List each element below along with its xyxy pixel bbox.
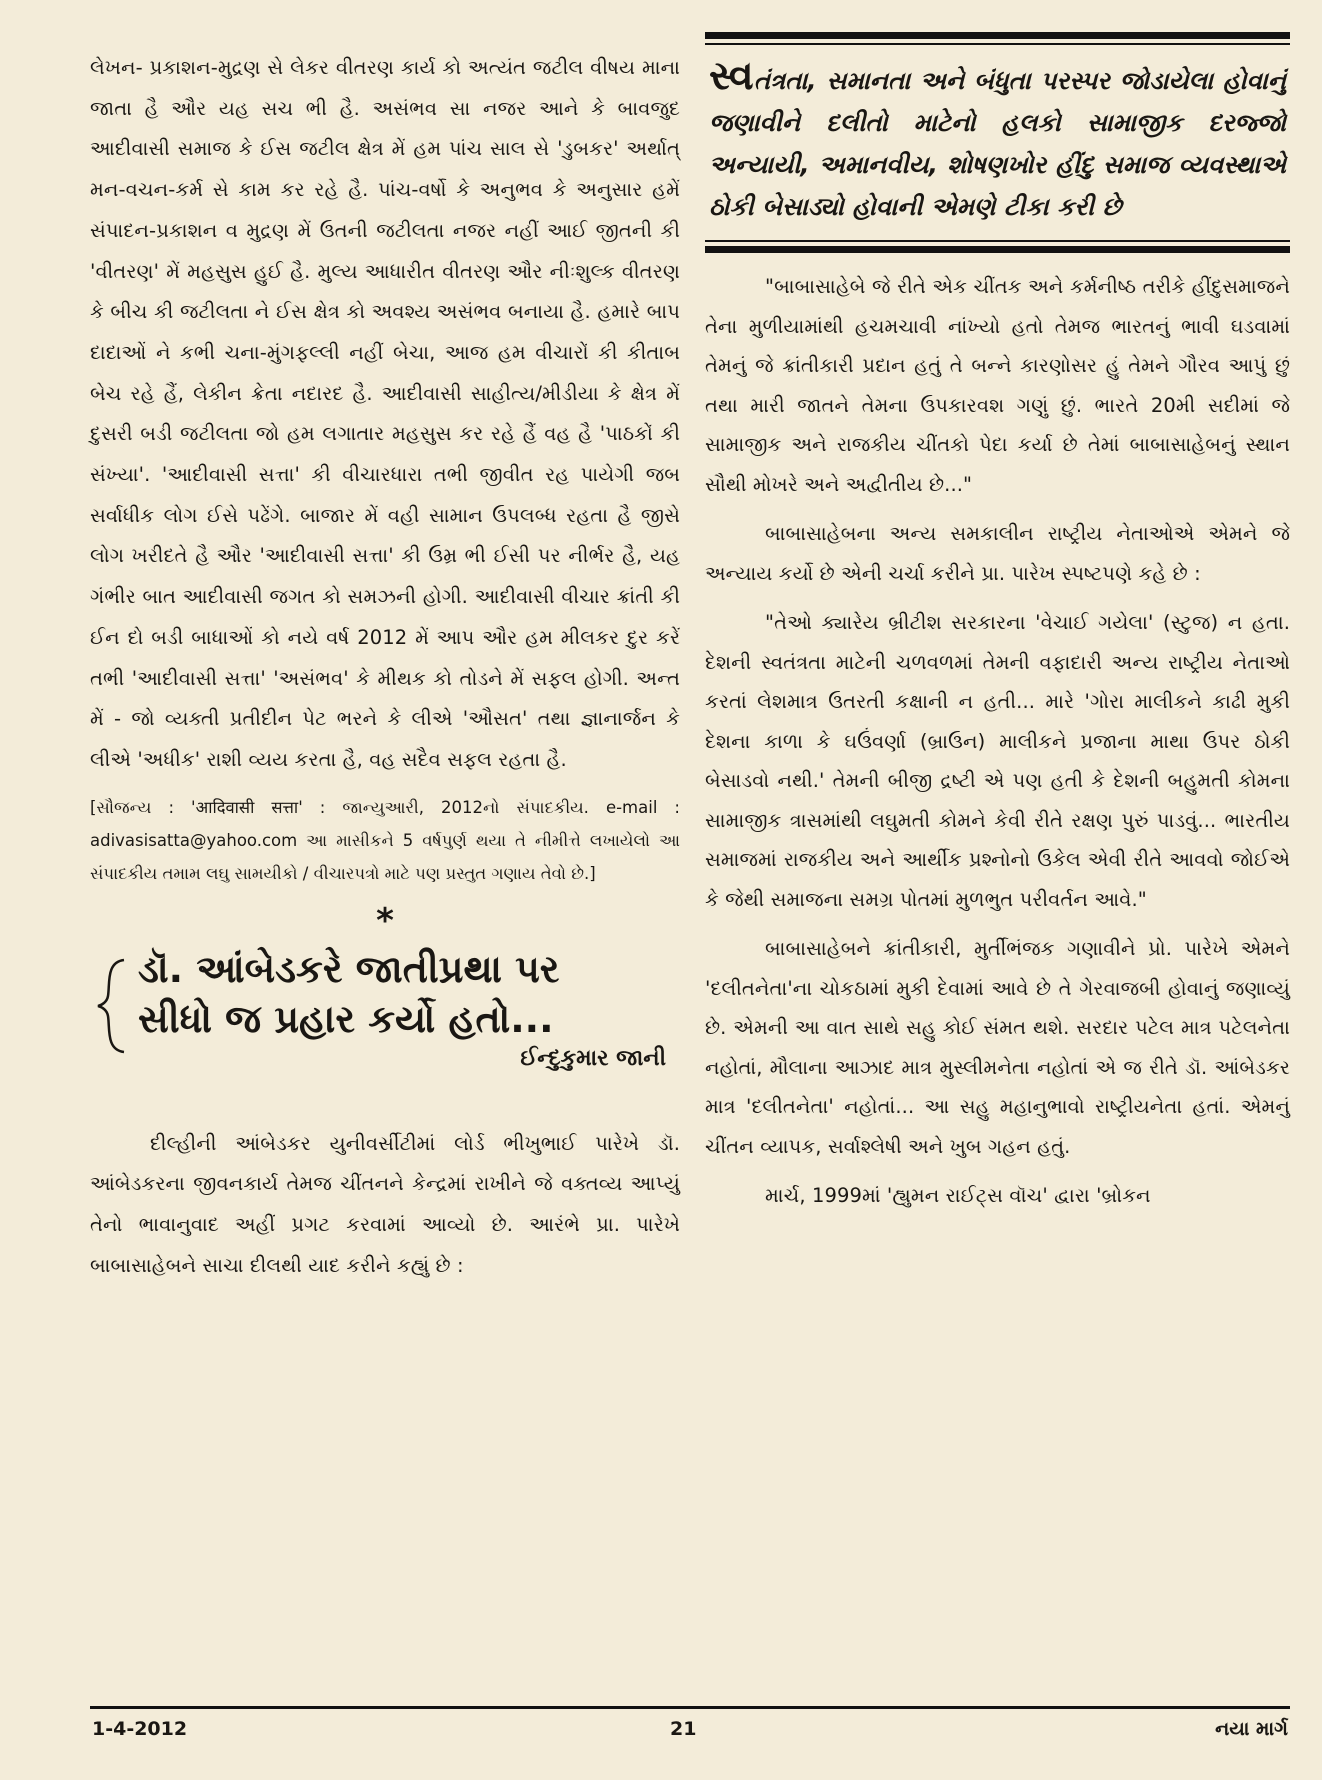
intro-paragraph: દીલ્હીની આંબેડકર યુનીવર્સીટીમાં લોર્ડ ભીખુભાઈ પારેખે ડૉ. આંબેડકરના જીવનકાર્ય તેમજ ચીંતનને કેન્દ્રમાં રાખીને જે વક્તવ્ય આપ્યું તેનો ભાવાનુવાદ અહીં પ્રગટ કરવામાં આવ્યો છે. આરંભે પ્રા. પારેખે બાબાસાહેબને સાચા દીલથી યાદ કરીને કહ્યું છે : [90,1131,680,1277]
right-column [705,32,1290,1216]
brace-ornament-icon [94,956,130,1056]
article-headline-line2: સીધો જ પ્રહાર કર્યો હતો... [138,996,554,1041]
source-credit: [સૌજન્ય : 'आदिवासी सत्ता' : જાન્યુઆરી, 2012નો સંપાદકીય. e-mail : adivasisatta@yahoo.com આ માસીકને 5 વર્ષપુર્ણ થયા તે નીમીત્તે લખાયેલો આ સંપાદકીય તમામ લઘુ સામયીકો / વીચારપત્રો માટે પણ પ્રસ્તુત ગણાય તેવો છે.] [90,797,680,883]
article-header [90,944,680,1094]
author-byline: ઈન્દુકુમાર જાની [520,1045,666,1071]
page-number: 21 [670,1718,697,1740]
footer-rule [90,1706,1290,1709]
pull-quote-drop-cap: સ્વ [709,53,754,99]
body-paragraph-5: માર્ચ, 1999માં 'હ્યુમન રાઈટ્સ વૉચ' દ્વારા 'બ્રોકન [765,1184,1151,1207]
left-column [90,48,680,1286]
quote-paragraph-3: "તેઓ ક્યારેય બ્રીટીશ સરકારના 'વેચાઈ ગયેલા' (સ્ટુજ) ન હતા. દેશની સ્વતંત્રતા માટેની ચળવળમાં તેમની વફાદારી અન્ય રાષ્ટ્રીય નેતાઓ કરતાં લેશમાત્ર ઉતરતી કક્ષાની ન હતી... મારે 'ગોરા માલીકને કાઢી મુકી દેશના કાળા કે ઘઉંવર્ણા (બ્રાઉન) માલીકને પ્રજાના માથા ઉપર ઠોકી બેસાડવો નથી.' તેમની બીજી દ્રષ્ટી એ પણ હતી કે દેશની બહુમતી કોમના સામાજીક ત્રાસમાંથી લઘુમતી કોમને કેવી રીતે રક્ષણ પુરું પાડવું... ભારતીય સમાજમાં રાજકીય અને આર્થીક પ્રશ્નોનો ઉકેલ એવી રીતે આવવો જોઈએ કે જેથી સમાજના સમગ્ર પોતમાં મુળભુત પરીવર્તન આવે." [705,611,1290,911]
article-headline-line1: ડૉ. આંબેડકરે જાતીપ્રથા પર [138,946,560,991]
footer-date: 1-4-2012 [92,1718,188,1740]
pull-quote-text [705,55,1290,228]
body-paragraph-4: બાબાસાહેબને ક્રાંતીકારી, મુર્તીભંજક ગણાવીને પ્રો. પારેખે એમને 'દલીતનેતા'ના ચોકઠામાં મુકી દેવામાં આવે છે તે ગેરવાજબી હોવાનું જણાવ્યું છે. એમની આ વાત સાથે સહુ કોઈ સંમત થશે. સરદાર પટેલ માત્ર પટેલનેતા નહોતાં, મૌલાના આઝાદ માત્ર મુસ્લીમનેતા નહોતાં એ જ રીતે ડૉ. આંબેડકર માત્ર 'દલીતનેતા' નહોતાં... આ સહુ મહાનુભાવો રાષ્ટ્રીયનેતા હતાં. એમનું ચીંતન વ્યાપક, સર્વાશ્લેષી અને ખુબ ગહન હતું. [705,937,1290,1158]
editorial-paragraph: લેખન- પ્રકાશન-મુદ્રણ સે લેકર વીતરણ કાર્ય કો અત્યંત જટીલ વીષય માના જાતા હૈ ઔર યહ સચ ભી હૈ. અસંભવ સા નજર આને કે બાવજુદ આદીવાસી સમાજ કે ઈસ જટીલ ક્ષેત્ર મેં હમ પાંચ સાલ સે 'ડુબકર' અર્થાત્ મન-વચન-કર્મ સે કામ કર રહે હૈ. પાંચ-વર્ષો કે અનુભવ કે અનુસાર હમેં સંપાદન-પ્રકાશન વ મુદ્રણ મેં ઉતની જટીલતા નજર નહીં આઈ જીતની કી 'વીતરણ' મેં મહસુસ હુઈ હૈ. મુલ્ય આધારીત વીતરણ ઔર નીઃશુલ્ક વીતરણ કે બીચ કી જટીલતા ને ઈસ ક્ષેત્ર કો અવશ્ય અસંભવ બનાયા હૈ. હમારે બાપ દાદાઓં ને કભી ચના-મુંગફલ્લી નહીં બેચા, આજ હમ વીચારોં કી કીતાબ બેચ રહે હૈં, લેકીન ક્રેતા નદારદ હૈ. આદીવાસી સાહીત્ય/મીડીયા કે ક્ષેત્ર મેં દુસરી બડી જટીલતા જો હમ લગાતાર મહસુસ કર રહે હૈં વહ હૈ 'પાઠકોં કી સંખ્યા'. 'આદીવાસી સત્તા' કી વીચારધારા તભી જીવીત રહ પાયેગી જબ સર્વાધીક લોગ ઈસે પઢેંગે. બાજાર મેં વહી સામાન ઉપલબ્ધ રહતા હૈ જીસે લોગ ખરીદતે હૈ ઔર 'આદીવાસી સત્તા' કી ઉમ્ર ભી ઈસી પર નીર્ભર હૈ, યહ ગંભીર બાત આદીવાસી જગત કો સમઝની હોગી. આદીવાસી વીચાર ક્રાંતી કી ઈન દો બડી બાધાઓં કો નયે વર્ષ 2012 મેં આપ ઔર હમ મીલકર દુર કરેં તભી 'આદીવાસી સત્તા' 'અસંભવ' કે મીથક કો તોડને મેં સફલ હોગી. અન્ત મેં - જો વ્યક્તી પ્રતીદીન પેટ ભરને કે લીએ 'ઔસત' તથા જ્ઞાનાર્જન કે લીએ 'અધીક' રાશી વ્યય કરતા હૈ, વહ સદૈવ સફલ રહતા હૈ. [90,56,680,771]
body-paragraph-2: બાબાસાહેબના અન્ય સમકાલીન રાષ્ટ્રીય નેતાઓએ એમને જે અન્યાય કર્યો છે એની ચર્ચા કરીને પ્રા. પારેખ સ્પષ્ટપણે કહે છે : [705,522,1290,585]
magazine-name: નયા માર્ગ [1215,1718,1288,1740]
quote-paragraph-1: "બાબાસાહેબે જે રીતે એક ચીંતક અને કર્મનીષ્ઠ તરીકે હીંદુસમાજને તેના મુળીયામાંથી હચમચાવી નાંખ્યો હતો તેમજ ભારતનું ભાવી ઘડવામાં તેમનું જે ક્રાંતીકારી પ્રદાન હતું તે બન્ને કારણોસર હું તેમને ગૌરવ આપું છું તથા મારી જાતને તેમના ઉપકારવશ ગણું છું. ભારતે 20મી સદીમાં જે સામાજીક અને રાજકીય ચીંતકો પેદા કર્યા છે તેમાં બાબાસાહેબનું સ્થાન સૌથી મોખરે અને અદ્વીતીય છે..." [705,275,1290,496]
section-separator: * [376,900,394,941]
article-body [705,267,1290,1216]
pull-quote [705,32,1290,253]
pull-quote-body: તંત્રતા, સમાનતા અને બંધુતા પરસ્પર જોડાયેલા હોવાનું જણાવીને દલીતો માટેનો હલકો સામાજીક દરજ્જો અન્યાયી, અમાનવીય, શોષણખોર હીંદુ સમાજ વ્યવસ્થાએ ઠોકી બેસાડ્યો હોવાની એમણે ટીકા કરી છે [709,66,1286,221]
